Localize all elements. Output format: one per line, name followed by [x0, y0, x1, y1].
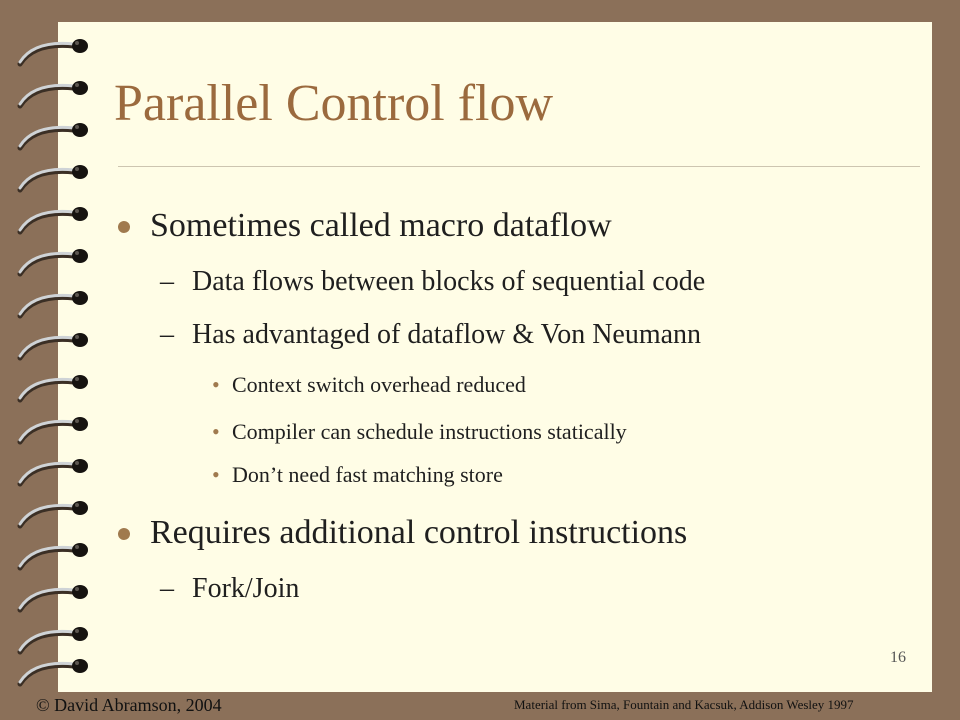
sub-sub-bullet-text: Don’t need fast matching store: [232, 462, 503, 487]
copyright-footer: © David Abramson, 2004: [36, 695, 222, 715]
bullet-dot-icon: [118, 221, 130, 233]
spiral-binding-ring-icon: [20, 459, 88, 484]
slide-title: Parallel Control flow: [114, 75, 554, 132]
spiral-binding-ring-icon: [20, 585, 88, 610]
spiral-binding-ring-icon: [20, 501, 88, 526]
spiral-binding-ring-icon: [20, 375, 88, 400]
dash-marker: –: [160, 319, 174, 350]
spiral-binding-ring-icon: [20, 39, 88, 64]
sub-bullet-item: [160, 268, 705, 296]
bullet-dot-icon: [118, 528, 130, 540]
dot-marker: •: [212, 462, 220, 487]
spiral-binding-ring-icon: [20, 165, 88, 190]
bullet-item: [150, 516, 687, 550]
bullet-text: Sometimes called macro dataflow: [150, 207, 612, 244]
source-footer: Material from Sima, Fountain and Kacsuk, Addison Wesley 1997: [514, 697, 854, 712]
spiral-binding: [0, 0, 100, 720]
bullet-text: Requires additional control instructions: [150, 514, 688, 551]
sub-sub-bullet-text: Context switch overhead reduced: [232, 372, 526, 397]
spiral-binding-ring-icon: [20, 291, 88, 316]
sub-bullet-text: Fork/Join: [192, 573, 300, 604]
title-divider: [118, 166, 920, 167]
spiral-binding-ring-icon: [20, 627, 88, 652]
sub-bullet-item: [160, 575, 299, 603]
spiral-binding-ring-icon: [20, 333, 88, 358]
dot-marker: •: [212, 419, 220, 444]
spiral-binding-ring-icon: [20, 417, 88, 442]
sub-bullet-item: [160, 321, 701, 349]
sub-sub-bullet-text: Compiler can schedule instructions statically: [232, 419, 627, 444]
bullet-item: [150, 209, 612, 243]
spiral-binding-ring-icon: [20, 81, 88, 106]
spiral-binding-ring-icon: [20, 543, 88, 568]
spiral-binding-ring-icon: [20, 659, 88, 684]
page-number: 16: [890, 649, 906, 666]
spiral-binding-ring-icon: [20, 207, 88, 232]
spiral-binding-ring-icon: [20, 249, 88, 274]
sub-bullet-text: Data flows between blocks of sequential code: [192, 266, 706, 297]
dash-marker: –: [160, 266, 174, 297]
sub-sub-bullet-item: [212, 374, 526, 396]
spiral-binding-ring-icon: [20, 123, 88, 148]
sub-sub-bullet-item: [212, 421, 627, 443]
dash-marker: –: [160, 573, 174, 604]
sub-bullet-text: Has advantaged of dataflow & Von Neumann: [192, 319, 702, 350]
dot-marker: •: [212, 372, 220, 397]
sub-sub-bullet-item: [212, 464, 503, 486]
